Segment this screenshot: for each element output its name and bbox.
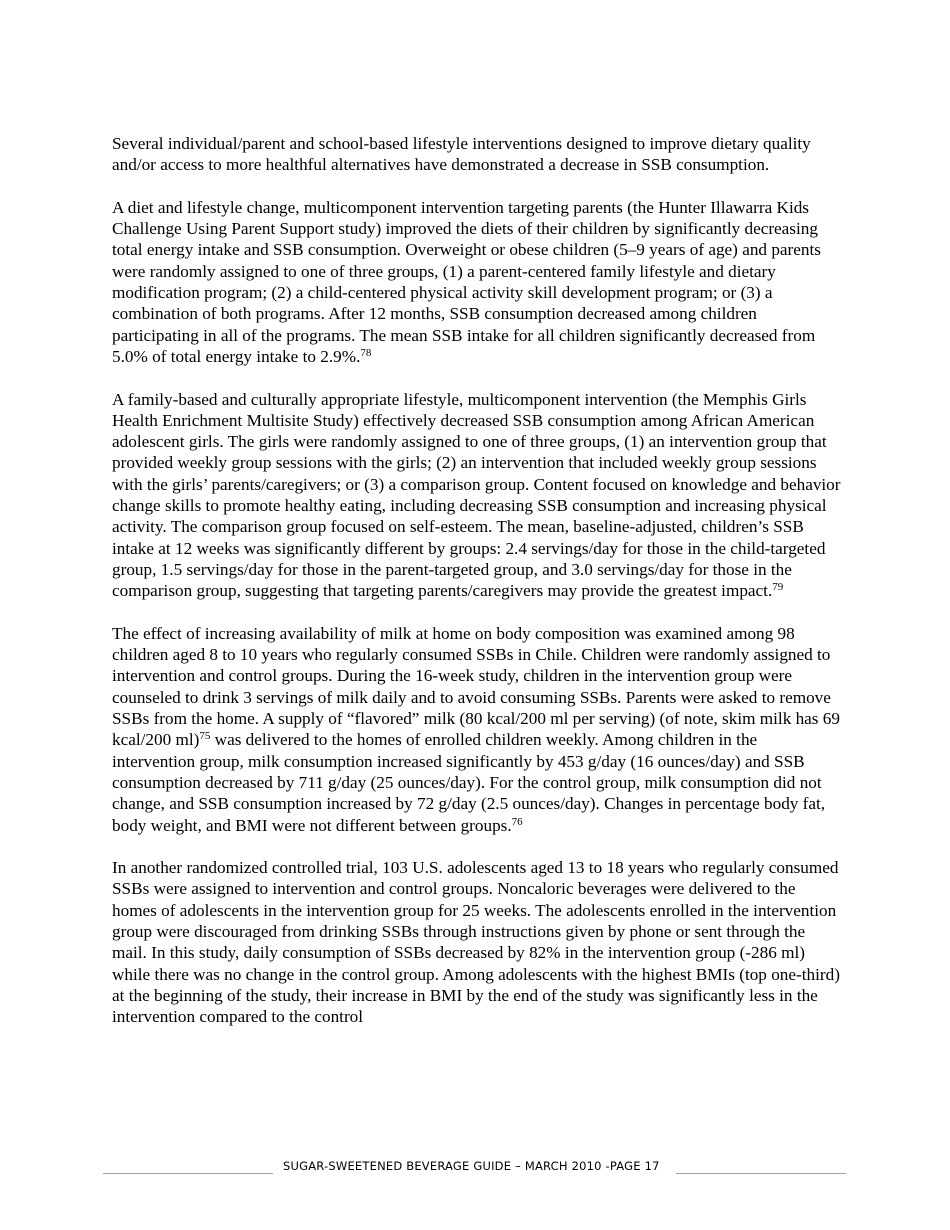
reference-superscript: 79 <box>772 581 784 594</box>
footer-text: SUGAR-SWEETENED BEVERAGE GUIDE – MARCH 2010 -PAGE 17 <box>283 1159 660 1173</box>
paragraph-chile-milk-study <box>112 623 842 836</box>
paragraph-intro <box>112 133 842 176</box>
paragraph-hunter-illawarra-study <box>112 197 842 367</box>
paragraph-text: A diet and lifestyle change, multicomponent intervention targeting parents (the Hunter Illawarra Kids Challenge Using Parent Support study) improved the diets of their children by significantly decreasing total energy intake and SSB consumption. Overweight or obese children (5–9 years of age) and parents were randomly assigned to one of three groups, (1) a parent-centered family lifestyle and dietary modification program; (2) a child-centered physical activity skill development program; or (3) a combination of both programs. After 12 months, SSB consumption decreased among children participating in all of the programs. The mean SSB intake for all children significantly decreased from 5.0% of total energy intake to 2.9%. <box>112 197 821 366</box>
paragraph-text: In another randomized controlled trial, 103 U.S. adolescents aged 13 to 18 years who regularly consumed SSBs were assigned to intervention and control groups. Noncaloric beverages were delivered to the homes of adolescents in the intervention group for 25 weeks. The adolescents enrolled in the intervention group were discouraged from drinking SSBs through instructions given by phone or sent through the mail. In this study, daily consumption of SSBs decreased by 82% in the intervention group (-286 ml) while there was no change in the control group. Among adolescents with the highest BMIs (top one-third) at the beginning of the study, their increase in BMI by the end of the study was significantly less in the intervention compared to the control <box>112 858 840 1027</box>
paragraph-text: Several individual/parent and school-based lifestyle interventions designed to improve dietary quality and/or access to more healthful alternatives have demonstrated a decrease in SSB consumption. <box>112 134 811 175</box>
paragraph-text-part-b: was delivered to the homes of enrolled children weekly. Among children in the intervention group, milk consumption increased significantly by 453 g/day (16 ounces/day) and SSB consumption decreased by 711 g/day (25 ounces/day). For the control group, milk consumption did not change, and SSB consumption increased by 72 g/day (2.5 ounces/day). Changes in percentage body fat, body weight, and BMI were not different between groups. <box>112 730 826 835</box>
paragraph-text-part-a: The effect of increasing availability of milk at home on body composition was examined among 98 children aged 8 to 10 years who regularly consumed SSBs in Chile. Children were randomly assigned to intervention and control groups. During the 16-week study, children in the intervention group were counseled to drink 3 servings of milk daily and to avoid consuming SSBs. Parents were asked to remove SSBs from the home. A supply of “flavored” milk (80 kcal/200 ml per serving) (of note, skim milk has 69 kcal/200 ml) <box>112 623 840 750</box>
reference-superscript: 76 <box>511 815 523 828</box>
reference-superscript: 75 <box>199 730 211 743</box>
paragraph-text: A family-based and culturally appropriate lifestyle, multicomponent intervention (the Memphis Girls Health Enrichment Multisite Study) effectively decreased SSB consumption among African American adolescent girls. The girls were randomly assigned to one of three groups, (1) an intervention group that provided weekly group sessions with the girls; (2) an intervention that included weekly group sessions with the girls’ parents/caregivers; or (3) a comparison group. Content focused on knowledge and behavior change skills to promote healthy eating, including decreasing SSB consumption and increasing physical activity. The comparison group focused on self-esteem. The mean, baseline-adjusted, children’s SSB intake at 12 weeks was significantly different by groups: 2.4 servings/day for those in the child-targeted group, 1.5 servings/day for those in the parent-targeted group, and 3.0 servings/day for those in the comparison group, suggesting that targeting parents/caregivers may provide the greatest impact. <box>112 389 841 601</box>
footer-rule-left <box>103 1173 273 1174</box>
reference-superscript: 78 <box>360 346 372 359</box>
paragraph-us-adolescents-trial <box>112 857 842 1027</box>
page-footer <box>0 1157 950 1197</box>
paragraph-memphis-gems-study <box>112 389 842 602</box>
document-body <box>112 133 842 1049</box>
footer-rule-right <box>676 1173 846 1174</box>
